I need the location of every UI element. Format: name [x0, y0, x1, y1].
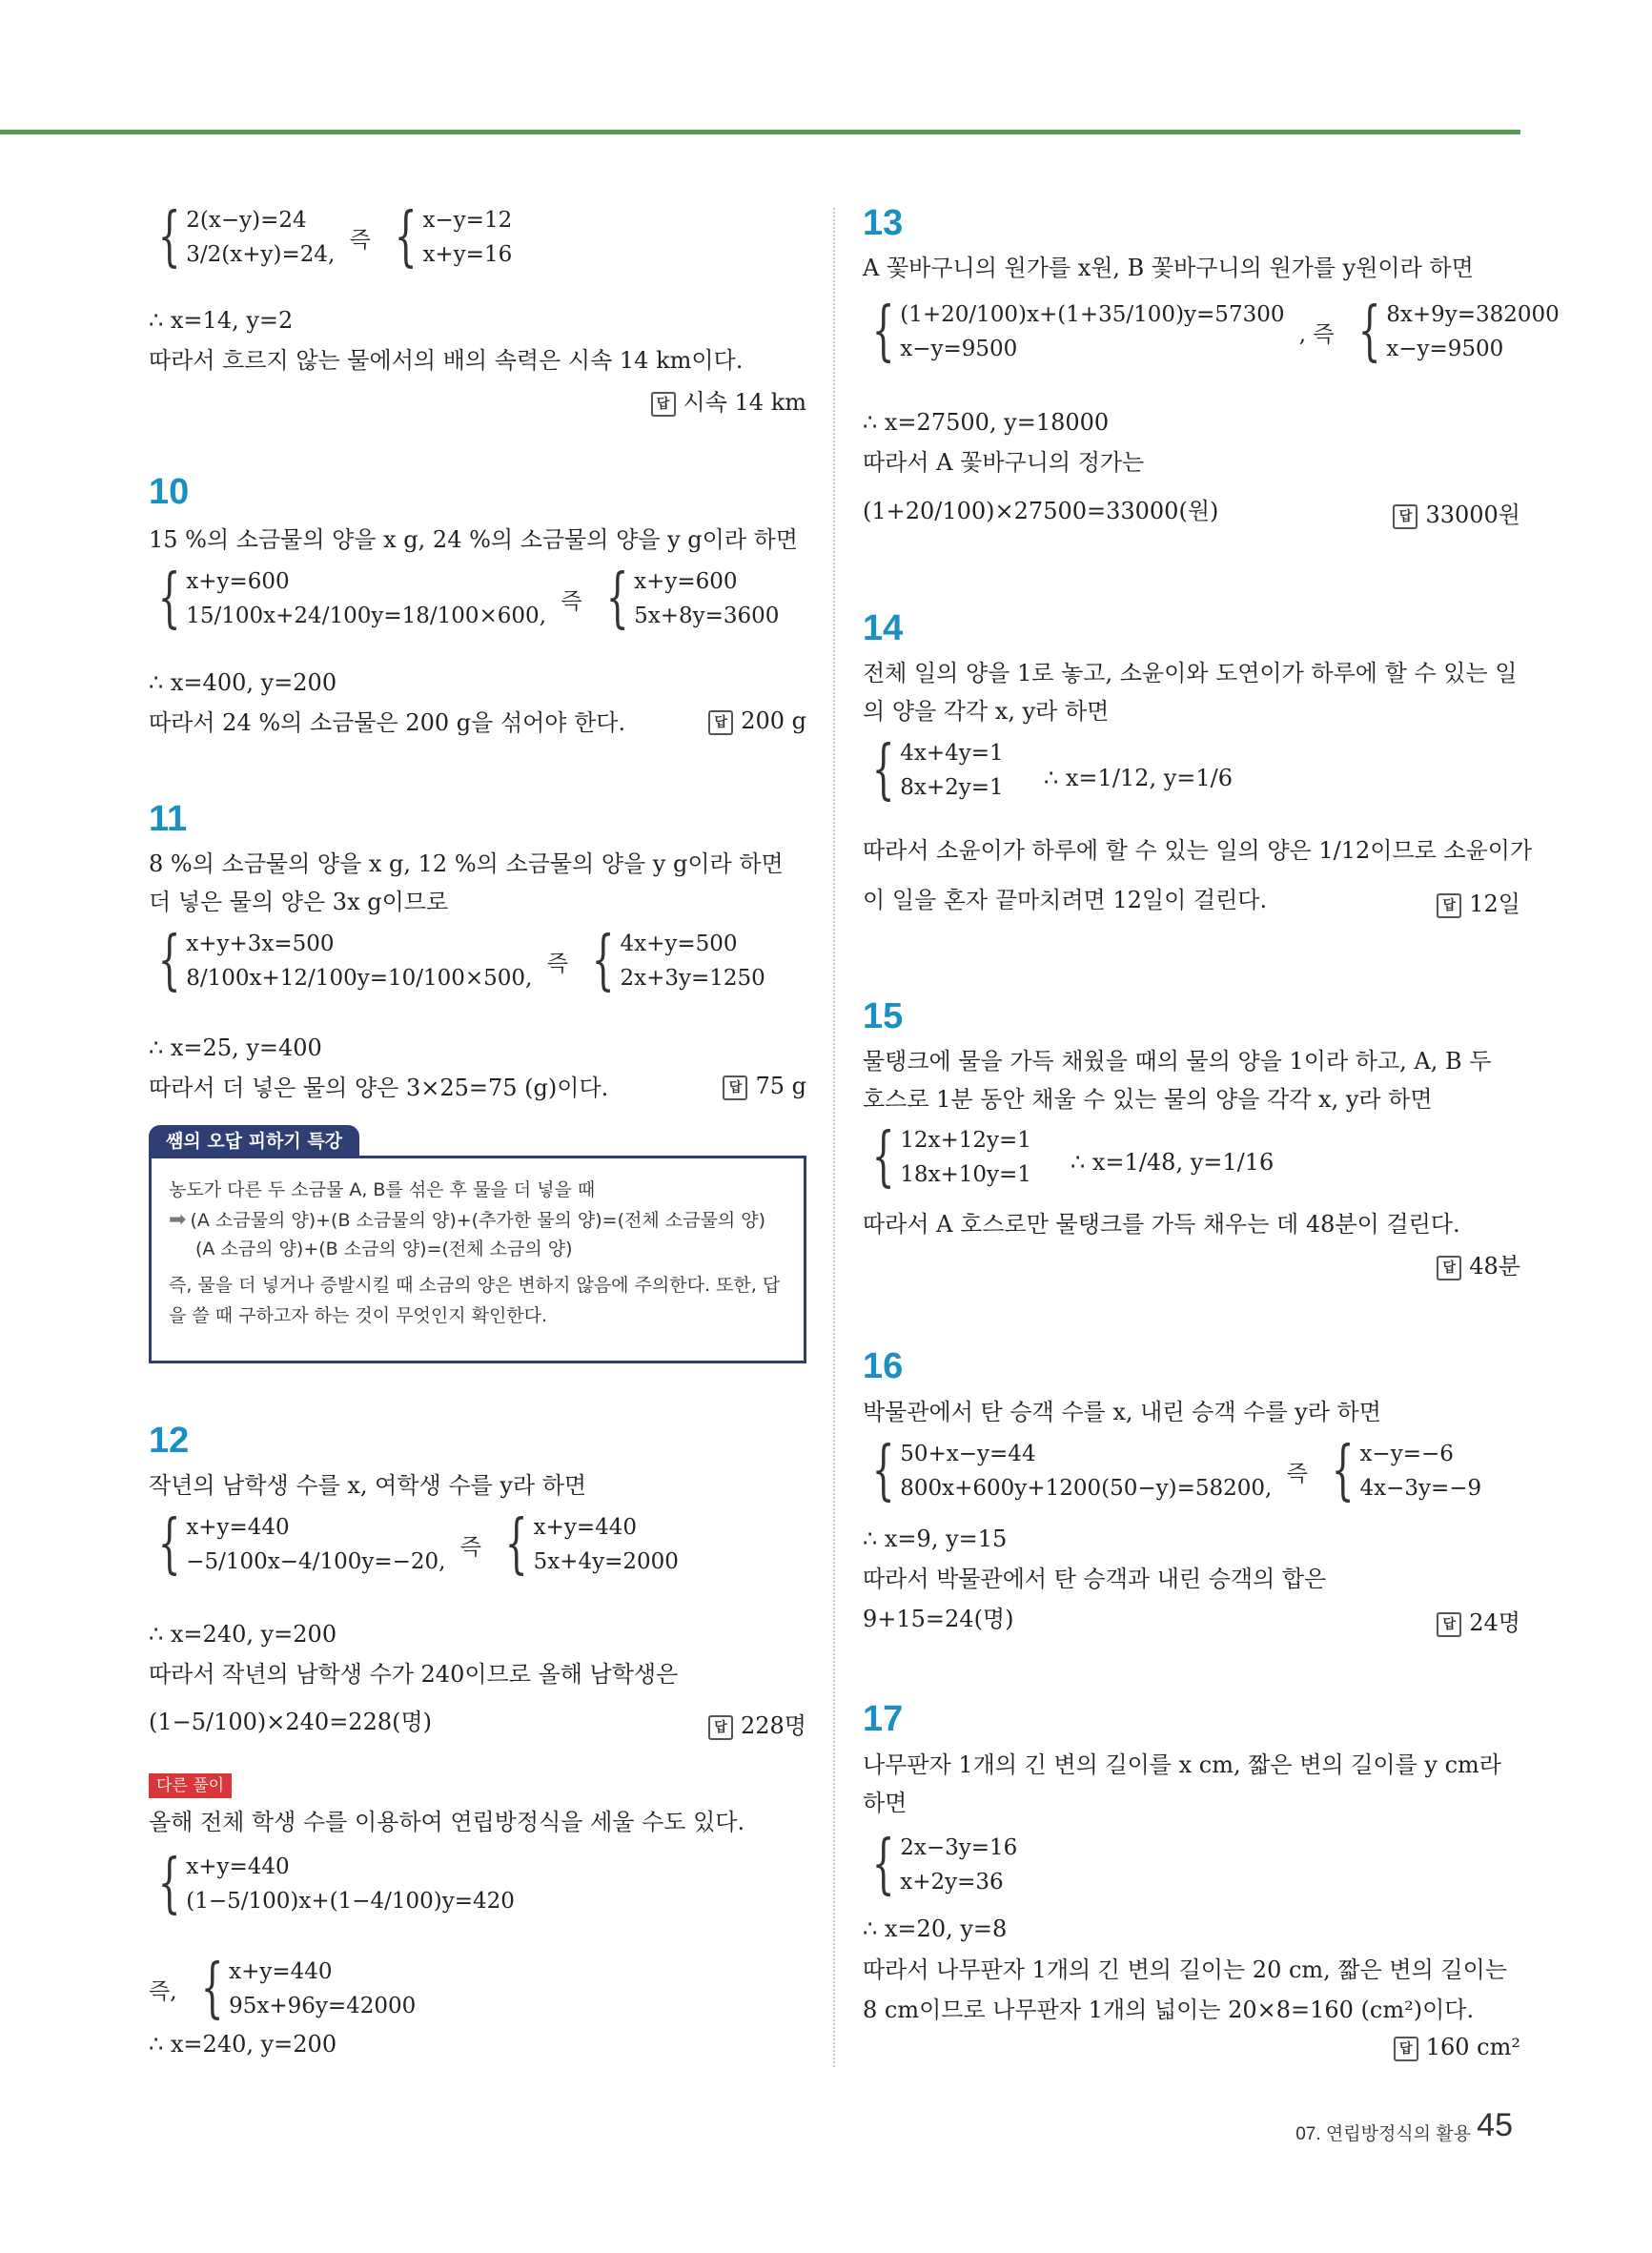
p16-answer: 답 24명 [1437, 1604, 1520, 1637]
problem-number: 12 [149, 1421, 190, 1461]
p12-equation-system: { x+y=440 −5/100x−4/100y=−20, 즉 { x+y=440 5x+4y=2000 [157, 1506, 679, 1582]
p10-equation-system: { x+y=600 15/100x+24/100y=18/100×600, 즉 { x+y=600 5x+8y=3600 [157, 561, 780, 636]
p9-conclusion: 따라서 흐르지 않는 물에서의 배의 속력은 시속 14 km이다. [149, 347, 744, 374]
p10-solution: ∴ x=400, y=200 [149, 669, 337, 696]
p14-answer: 답 12일 [1437, 885, 1520, 918]
tip-line: 즉, 물을 더 넣거나 증발시킬 때 소금의 양은 변하지 않음에 주의한다. 또한, 답 [169, 1275, 781, 1296]
p14-solution: ∴ x=1/12, y=1/6 [1044, 765, 1233, 791]
p14-intro: 의 양을 각각 x, y라 하면 [863, 698, 1110, 725]
p9-equation-system: { 2(x−y)=24 3/2(x+y)=24, 즉 { x−y=12 x+y=16 [157, 199, 513, 275]
p11-conclusion: 따라서 더 넣은 물의 양은 3×25=75 (g)이다. [149, 1075, 609, 1101]
p14-intro: 전체 일의 양을 1로 놓고, 소윤이와 도연이가 하루에 할 수 있는 일 [863, 660, 1518, 686]
p11-equation-system: { x+y+3x=500 8/100x+12/100y=10/100×500, 즉 { 4x+y=500 2x+3y=1250 [157, 923, 765, 998]
p13-solution: ∴ x=27500, y=18000 [863, 409, 1110, 436]
answer-icon: 답 [651, 392, 676, 417]
p13-answer: 답 33000원 [1393, 496, 1520, 529]
tip-line: 을 쓸 때 구하고자 하는 것이 무엇인지 확인한다. [169, 1305, 548, 1326]
answer-icon: 답 [1393, 504, 1417, 529]
p10-answer: 답 200 g [708, 707, 806, 735]
p11-intro: 더 넣은 물의 양은 3x g이므로 [149, 889, 449, 915]
answer-icon: 답 [1437, 1612, 1461, 1637]
column-divider [833, 208, 835, 2067]
p16-intro: 박물관에서 탄 승객 수를 x, 내린 승객 수를 y라 하면 [863, 1399, 1381, 1425]
p15-equation-system: { 12x+12y=1 18x+10y=1 [871, 1119, 1031, 1195]
p15-solution: ∴ x=1/48, y=1/16 [1071, 1149, 1275, 1176]
p13-conclusion: 따라서 A 꽃바구니의 정가는 [863, 449, 1145, 476]
p16-equation-system: { 50+x−y=44 800x+600y+1200(50−y)=58200, 즉 { x−y=−6 4x−3y=−9 [871, 1433, 1482, 1508]
header-accent-line [0, 130, 1520, 134]
p11-answer: 답 75 g [723, 1073, 806, 1100]
p16-conclusion: 따라서 박물관에서 탄 승객과 내린 승객의 합은 [863, 1566, 1327, 1592]
p16-solution: ∴ x=9, y=15 [863, 1526, 1008, 1552]
p17-conclusion: 8 cm이므로 나무판자 1개의 넓이는 20×8=160 (cm²)이다. [863, 1997, 1475, 2023]
p12-conclusion: 따라서 작년의 남학생 수가 240이므로 올해 남학생은 [149, 1661, 679, 1688]
p17-intro: 하면 [863, 1790, 908, 1816]
p16-calculation: 9+15=24(명) [863, 1606, 1014, 1632]
problem-number: 15 [863, 996, 904, 1036]
p17-intro: 나무판자 1개의 긴 변의 길이를 x cm, 짧은 변의 길이를 y cm라 [863, 1751, 1501, 1778]
answer-icon: 답 [723, 1075, 747, 1100]
p9-answer: 답 시속 14 km [651, 383, 806, 417]
tip-box [149, 1156, 806, 1363]
problem-number: 13 [863, 203, 904, 243]
p17-equation-system: { 2x−3y=16 x+2y=36 [871, 1827, 1018, 1902]
p12-alt-system: { x+y=440 (1−5/100)x+(1−4/100)y=420 [157, 1846, 515, 1921]
p15-conclusion: 따라서 A 호스로만 물탱크를 가득 채우는 데 48분이 걸린다. [863, 1211, 1460, 1238]
p17-solution: ∴ x=20, y=8 [863, 1915, 1008, 1942]
p14-equation-system: { 4x+4y=1 8x+2y=1 [871, 732, 1004, 808]
p10-conclusion: 따라서 24 %의 소금물은 200 g을 섞어야 한다. [149, 709, 626, 736]
p12-calculation: (1−5/100)×240=228(명) [149, 1709, 433, 1735]
p17-conclusion: 따라서 나무판자 1개의 긴 변의 길이는 20 cm, 짧은 변의 길이는 [863, 1956, 1507, 1983]
chapter-title: 07. 연립방정식의 활용 [1295, 2124, 1471, 2144]
p13-calculation: (1+20/100)×27500=33000(원) [863, 498, 1219, 524]
p13-intro: A 꽃바구니의 원가를 x원, B 꽃바구니의 원가를 y원이라 하면 [863, 255, 1474, 281]
p14-conclusion: 이 일을 혼자 끝마치려면 12일이 걸린다. [863, 887, 1268, 913]
p11-solution: ∴ x=25, y=400 [149, 1034, 322, 1061]
problem-number: 16 [863, 1346, 904, 1386]
p15-intro: 물탱크에 물을 가득 채웠을 때의 물의 양을 1이라 하고, A, B 두 [863, 1048, 1492, 1075]
alt-solution-tag: 다른 풀이 [149, 1773, 232, 1798]
p11-intro: 8 %의 소금물의 양을 x g, 12 %의 소금물의 양을 y g이라 하면 [149, 850, 784, 877]
p15-answer: 답 48분 [1437, 1247, 1520, 1280]
tip-line: ➡ (A 소금물의 양)+(B 소금물의 양)+(추가한 물의 양)=(전체 소금물의 양) [169, 1208, 765, 1232]
answer-icon: 답 [1437, 1256, 1461, 1280]
problem-number: 14 [863, 608, 904, 648]
p13-equation-system: { (1+20/100)x+(1+35/100)y=57300 x−y=9500 , 즉 { 8x+9y=382000 x−y=9500 [871, 294, 1560, 369]
p12-answer: 답 228명 [708, 1707, 806, 1740]
page-number: 45 [1477, 2107, 1513, 2143]
tip-line: (A 소금의 양)+(B 소금의 양)=(전체 소금의 양) [195, 1239, 573, 1260]
p9-solution: ∴ x=14, y=2 [149, 307, 294, 334]
p12-alt-system-2: 즉, { x+y=440 95x+96y=42000 [149, 1951, 417, 2026]
tip-line: 농도가 다른 두 소금물 A, B를 섞은 후 물을 더 넣을 때 [169, 1179, 596, 1200]
arrow-right-icon: ➡ [169, 1208, 187, 1232]
problem-number: 17 [863, 1699, 904, 1739]
answer-icon: 답 [1437, 893, 1461, 918]
answer-icon: 답 [708, 710, 733, 735]
problem-number: 11 [149, 799, 188, 839]
p10-intro: 15 %의 소금물의 양을 x g, 24 %의 소금물의 양을 y g이라 하면 [149, 526, 798, 553]
p12-alt-solution: ∴ x=240, y=200 [149, 2031, 337, 2058]
problem-number: 10 [149, 472, 190, 512]
answer-icon: 답 [1394, 2037, 1418, 2061]
p14-conclusion: 따라서 소윤이가 하루에 할 수 있는 일의 양은 1/12이므로 소윤이가 [863, 837, 1533, 864]
p12-alt-intro: 올해 전체 학생 수를 이용하여 연립방정식을 세울 수도 있다. [149, 1809, 745, 1835]
p15-intro: 호스로 1분 동안 채울 수 있는 물의 양을 각각 x, y라 하면 [863, 1086, 1433, 1113]
p12-solution: ∴ x=240, y=200 [149, 1621, 337, 1648]
tip-title: 쌤의 오답 피하기 특강 [149, 1125, 359, 1157]
p12-intro: 작년의 남학생 수를 x, 여학생 수를 y라 하면 [149, 1472, 587, 1499]
answer-icon: 답 [708, 1715, 733, 1740]
p17-answer: 답 160 cm² [1394, 2034, 1520, 2061]
